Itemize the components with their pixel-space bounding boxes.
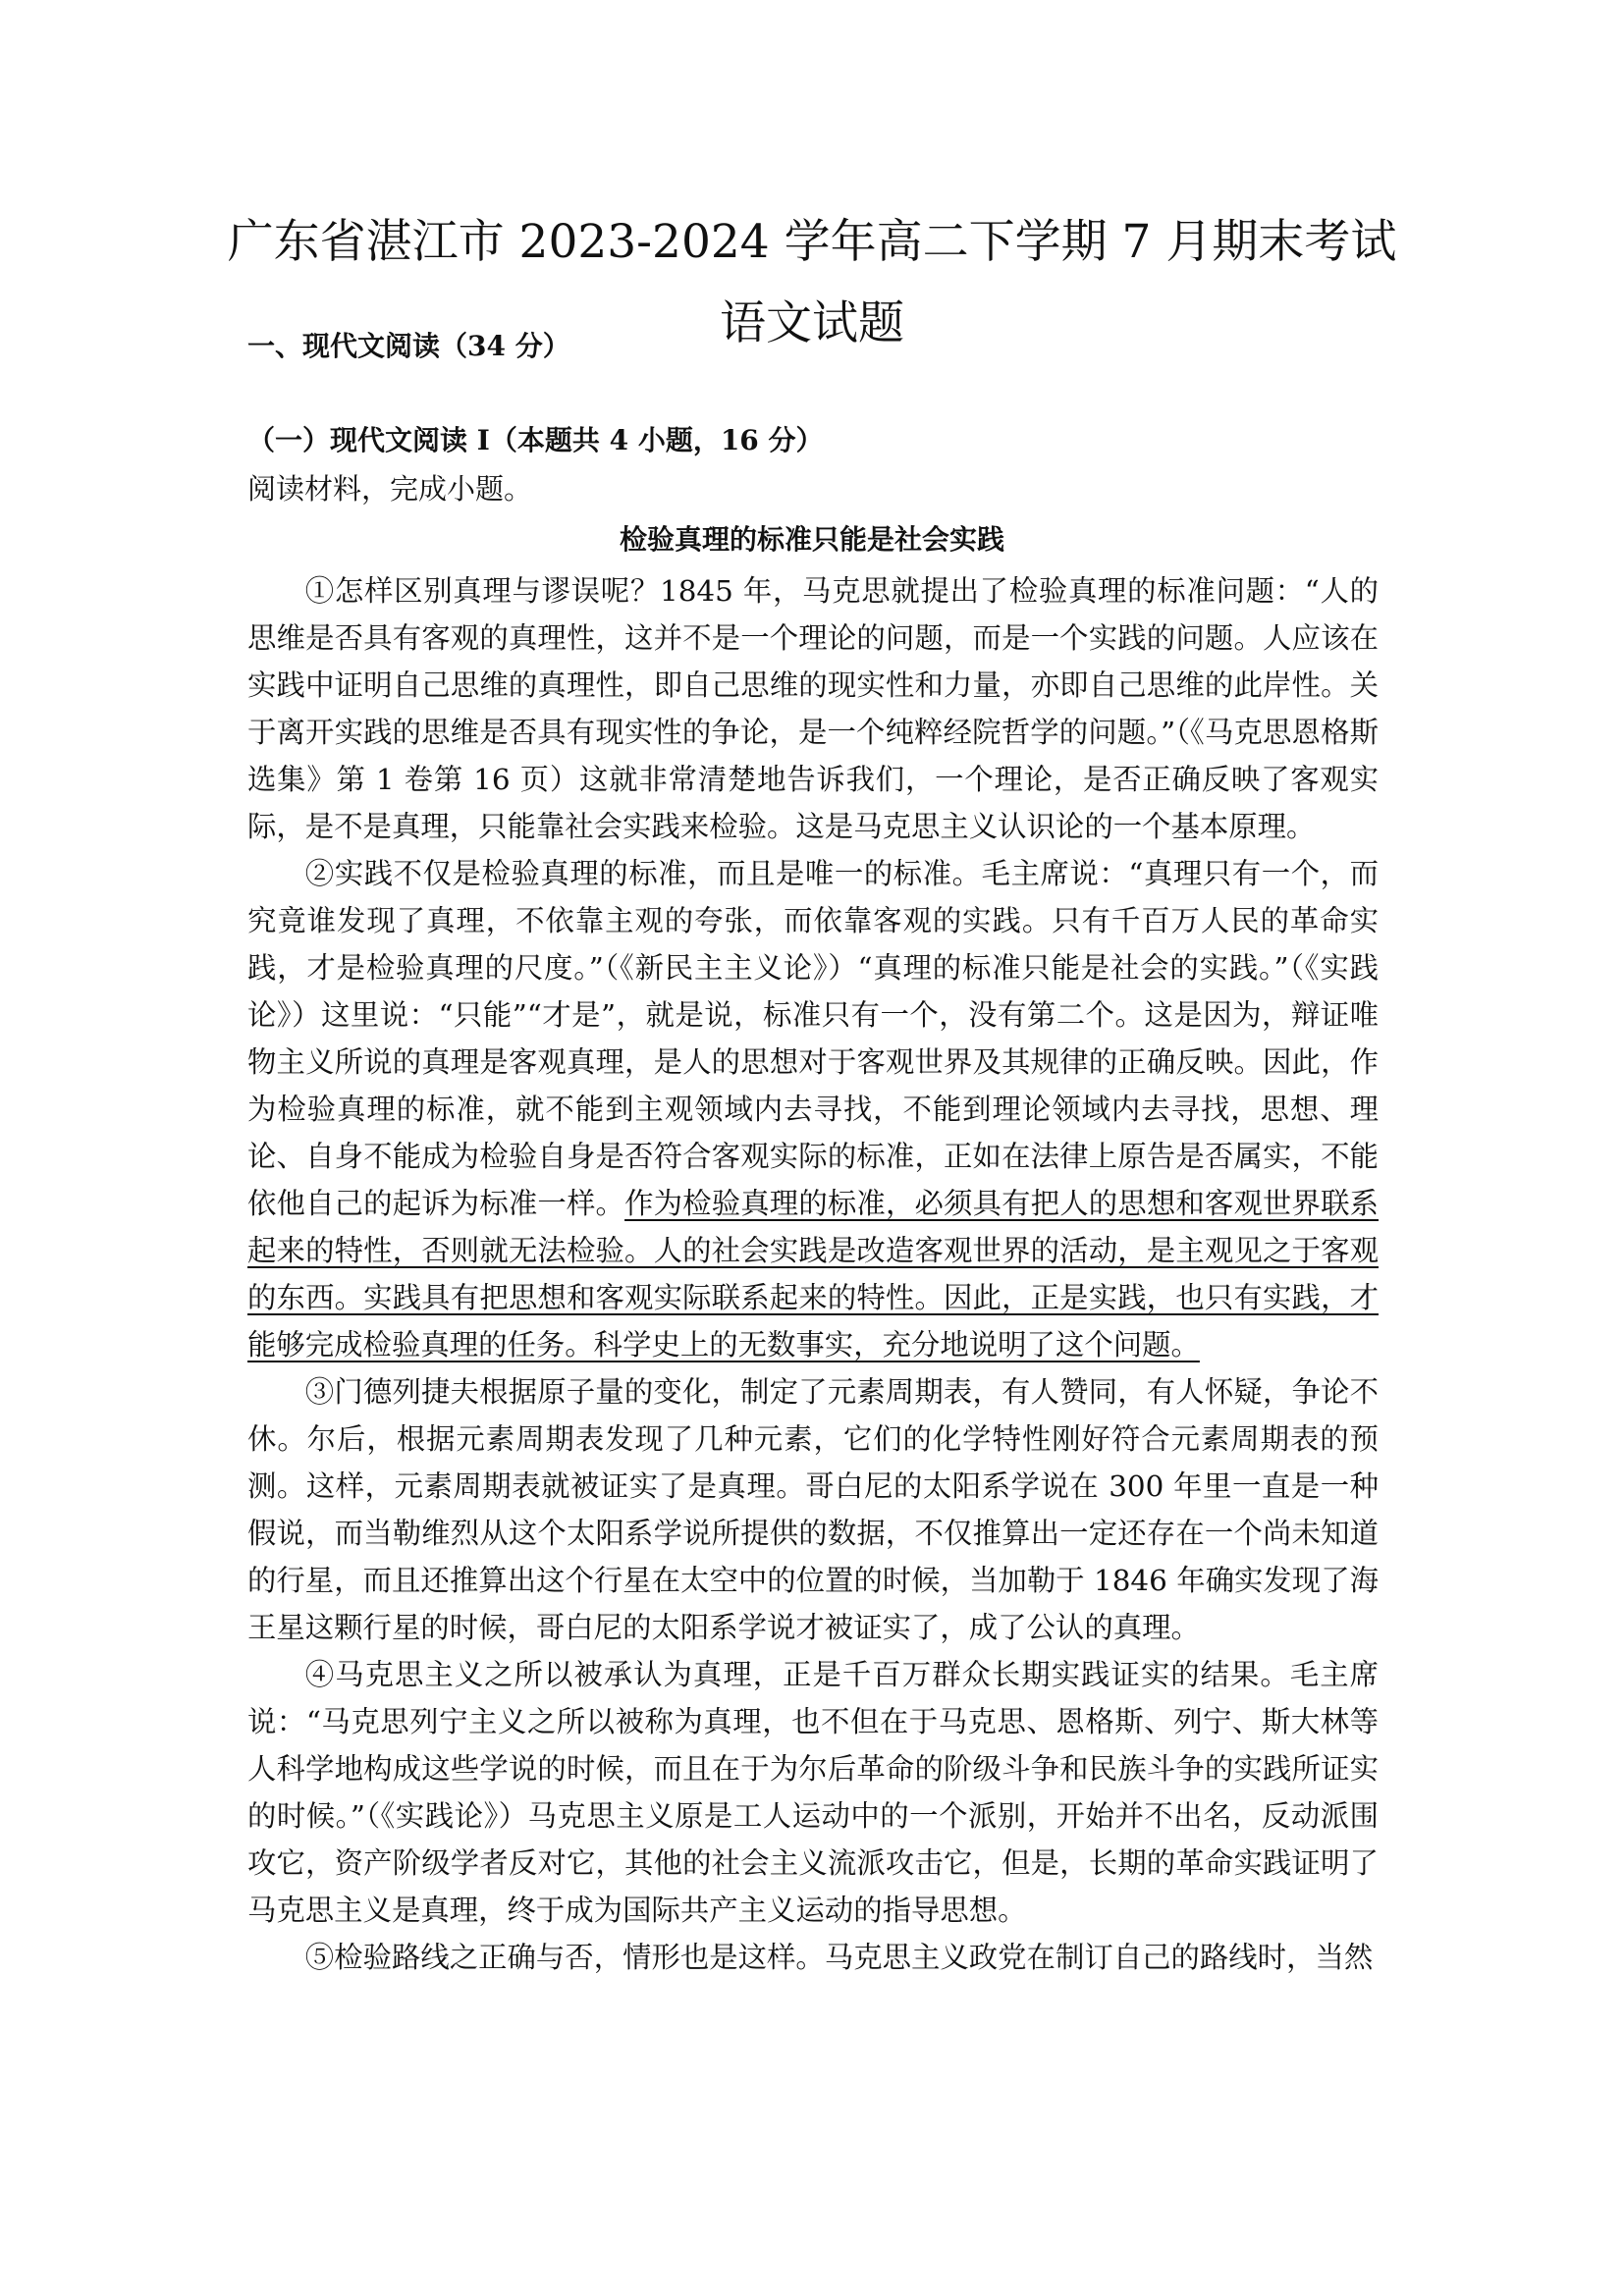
exam-subtitle: 语文试题	[720, 296, 904, 350]
paragraph-1	[247, 567, 1379, 850]
subsection-heading: （一）现代文阅读 I（本题共 4 小题，16 分）	[247, 424, 824, 456]
paragraph-5	[247, 1934, 1379, 1981]
exam-title: 广东省湛江市 2023-2024 学年高二下学期 7 月期末考试	[227, 215, 1397, 269]
paragraph-5-text: ⑤检验路线之正确与否，情形也是这样。马克思主义政党在制订自己的路线时，当然	[304, 1941, 1374, 1974]
paragraph-1-text: ①怎样区别真理与谬误呢？1845 年，马克思就提出了检验真理的标准问题：“人的思维是否具有客观的真理性，这并不是一个理论的问题，而是一个实践的问题。人应该在实践中证明自己思维的真理性，即自己思维的现实性和力量，亦即自己思维的此岸性。关于离开实践的思维是否具有现实性的争论，是一个纯粹经院哲学的问题。”（《马克思恩格斯选集》第 1 卷第 16 页）这就非常清楚地告诉我们，一个理论，是否正确反映了客观实际，是不是真理，只能靠社会实践来检验。这是马克思主义认识论的一个基本原理。	[247, 574, 1379, 843]
section-heading: 一、现代文阅读（34 分）	[247, 330, 570, 362]
underlined-passage: 作为检验真理的标准，必须具有把人的思想和客观世界联系起来的特性，否则就无法检验。人的社会实践是改造客观世界的活动，是主观见之于客观的东西。实践具有把思想和客观实际联系起来的特性。因此，正是实践，也只有实践，才能够完成检验真理的任务。科学史上的无数事实，充分地说明了这个问题。	[247, 1187, 1380, 1362]
article-title: 检验真理的标准只能是社会实践	[619, 523, 1004, 556]
paragraph-4-text: ④马克思主义之所以被承认为真理，正是千百万群众长期实践证实的结果。毛主席说：“马克思列宁主义之所以被称为真理，也不但在于马克思、恩格斯、列宁、斯大林等人科学地构成这些学说的时候，而且在于为尔后革命的阶级斗争和民族斗争的实践所证实的时候。”（《实践论》）马克思主义原是工人运动中的一个派别，开始并不出名，反动派围攻它，资产阶级学者反对它，其他的社会主义流派攻击它，但是，长期的革命实践证明了马克思主义是真理，终于成为国际共产主义运动的指导思想。	[247, 1658, 1379, 1927]
instruction-text: 阅读材料，完成小题。	[247, 472, 533, 506]
article-body	[247, 567, 1379, 1981]
paragraph-2-text: ②实践不仅是检验真理的标准，而且是唯一的标准。毛主席说：“真理只有一个，而究竟谁发现了真理，不依靠主观的夸张，而依靠客观的实践。只有千百万人民的革命实践，才是检验真理的尺度。”（《新民主主义论》）“真理的标准只能是社会的实践。”（《实践论》）这里说：“只能”“才是”，就是说，标准只有一个，没有第二个。这是因为，辩证唯物主义所说的真理是客观真理，是人的思想对于客观世界及其规律的正确反映。因此，作为检验真理的标准，就不能到主观领域内去寻找，不能到理论领域内去寻找，思想、理论、自身不能成为检验自身是否符合客观实际的标准，正如在法律上原告是否属实，不能依他自己的起诉为标准一样。	[247, 857, 1379, 1220]
paragraph-4	[247, 1651, 1379, 1934]
paragraph-2	[247, 850, 1379, 1368]
paragraph-3	[247, 1368, 1379, 1651]
paragraph-3-text: ③门德列捷夫根据原子量的变化，制定了元素周期表，有人赞同，有人怀疑，争论不休。尔后，根据元素周期表发现了几种元素，它们的化学特性刚好符合元素周期表的预测。这样，元素周期表就被证实了是真理。哥白尼的太阳系学说在 300 年里一直是一种假说，而当勒维烈从这个太阳系学说所提供的数据，不仅推算出一定还存在一个尚未知道的行星，而且还推算出这个行星在太空中的位置的时候，当加勒于 1846 年确实发现了海王星这颗行星的时候，哥白尼的太阳系学说才被证实了，成了公认的真理。	[247, 1375, 1379, 1644]
